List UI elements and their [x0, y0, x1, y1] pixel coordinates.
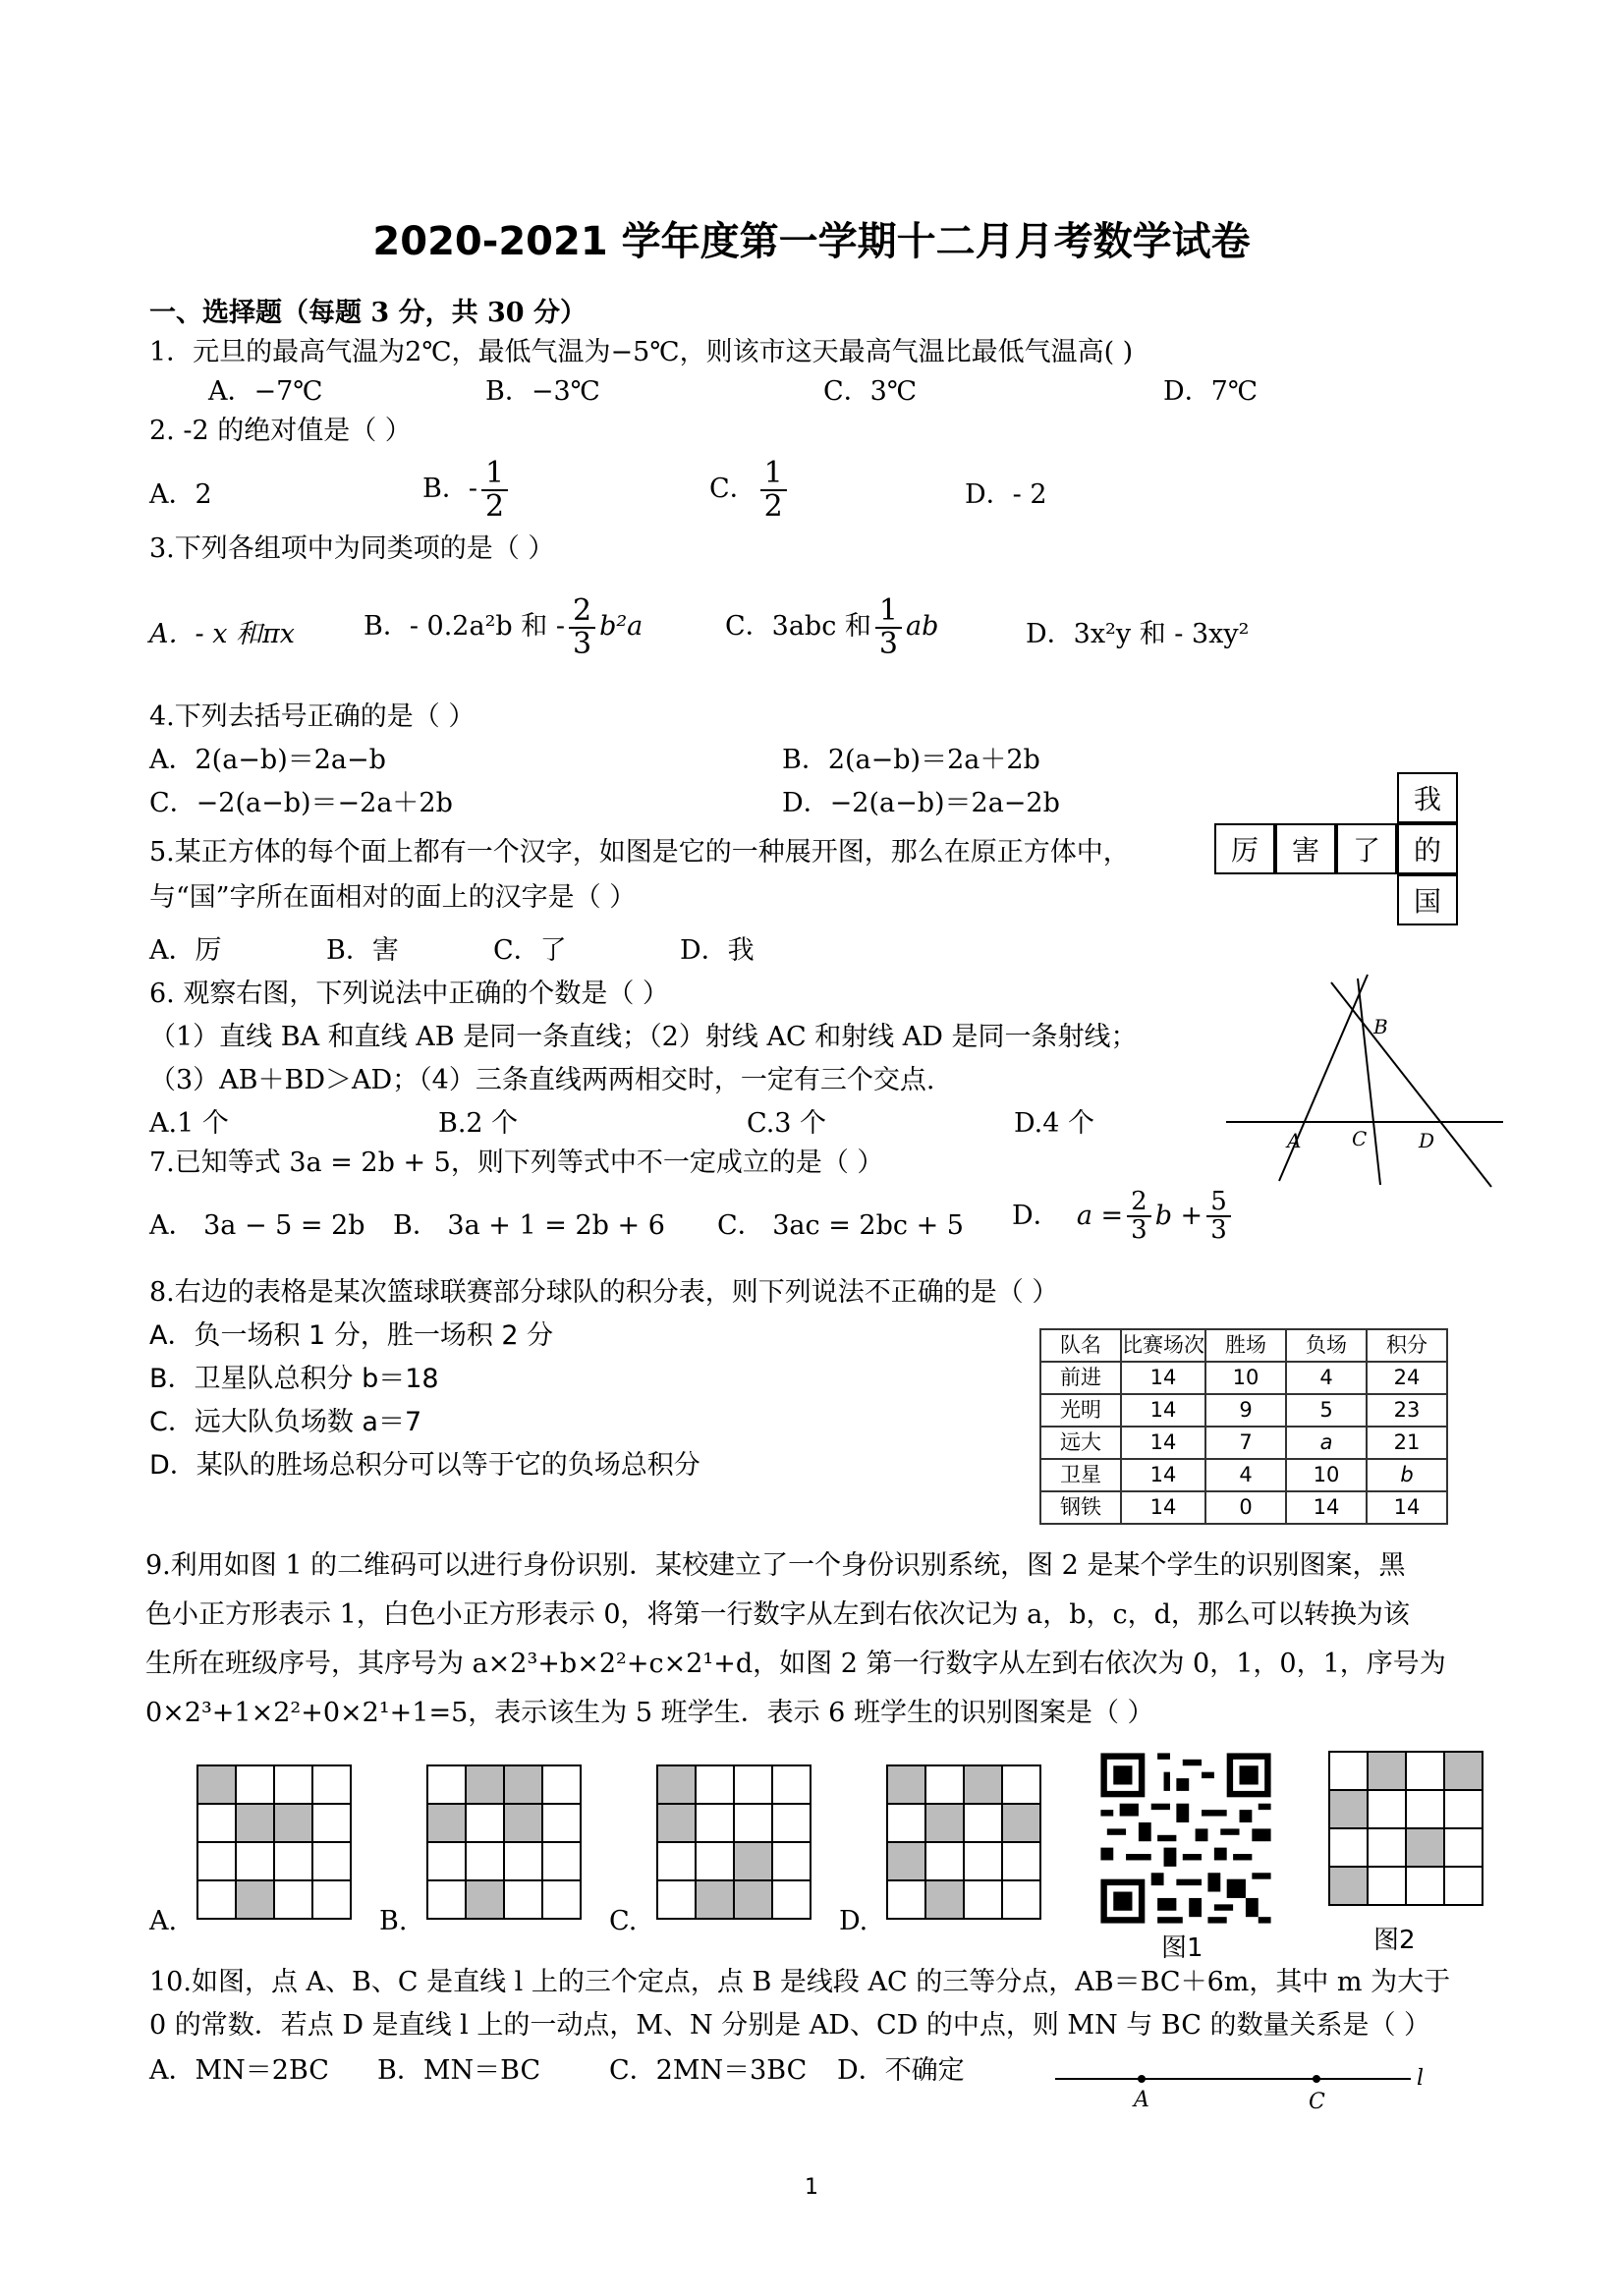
q7-option-d: D． a = $\frac{2}{3}$ b + $\frac{5}{3}$: [1012, 1189, 1235, 1245]
column-header: 负场: [1286, 1329, 1367, 1362]
grid-cell: [541, 1879, 582, 1920]
grid-cell: [273, 1841, 313, 1881]
table-row: [1040, 1394, 1447, 1427]
grid-cell: [196, 1879, 237, 1920]
grid-cell: [771, 1879, 812, 1920]
table-cell: 14: [1121, 1459, 1205, 1491]
q3-option-a: A．- x 和πx: [149, 619, 295, 649]
column-header: 积分: [1367, 1329, 1447, 1362]
q5-option-b: B．害: [326, 935, 399, 966]
q2-option-b: B．- $\frac{1}{2}$: [422, 458, 512, 522]
grid-cell: [1443, 1866, 1483, 1906]
table-cell: 23: [1367, 1394, 1447, 1427]
table-cell: 光明: [1040, 1394, 1121, 1427]
grid-cell: [886, 1764, 926, 1805]
grid-cell: [465, 1803, 505, 1843]
table-cell: 24: [1367, 1362, 1447, 1394]
q1-option-d: D．7℃: [1163, 376, 1259, 407]
grid-cell: [426, 1803, 467, 1843]
grid-cell: [963, 1841, 1003, 1881]
grid-cell: [1405, 1866, 1445, 1906]
grid-cell: [695, 1841, 735, 1881]
grid-cell: [924, 1803, 965, 1843]
grid-cell: [1367, 1789, 1407, 1829]
q1-option-b: B．−3℃: [485, 376, 600, 407]
table-cell: 4: [1286, 1362, 1367, 1394]
q6-statement-1: （1）直线 BA 和直线 AB 是同一条直线；（2）射线 AC 和射线 AD 是同一条射线；: [149, 1022, 1138, 1052]
grid-cell: [235, 1764, 275, 1805]
q5-option-c: C．了: [493, 935, 567, 966]
table-cell: 卫星: [1040, 1459, 1121, 1491]
q3-stem: 3.下列各组项中为同类项的是（ ）: [149, 533, 555, 564]
q9-option-c: C.: [609, 1906, 638, 1936]
q5-stem-line1: 5.某正方体的每个面上都有一个汉字，如图是它的一种展开图，那么在原正方体中，: [149, 837, 1130, 868]
q9-option-d: D.: [839, 1906, 868, 1936]
table-cell: 14: [1121, 1427, 1205, 1459]
grid-cell: [541, 1764, 582, 1805]
lines-intersection-figure: [1218, 973, 1513, 1189]
q10-option-a: A．MN＝2BC: [149, 2055, 329, 2086]
q10-option-d: D．不确定: [837, 2055, 965, 2086]
grid-cell: [465, 1879, 505, 1920]
net-face: 我: [1397, 772, 1458, 823]
table-row: [1040, 1362, 1447, 1394]
q8-option-c: C．远大队负场数 a＝7: [149, 1407, 422, 1437]
q4-option-d: D．−2(a−b)＝2a−2b: [782, 788, 1060, 818]
grid-cell: [886, 1879, 926, 1920]
grid-cell: [196, 1841, 237, 1881]
column-header: 胜场: [1205, 1329, 1286, 1362]
grid-cell: [963, 1879, 1003, 1920]
q4-option-c: C．−2(a−b)＝−2a＋2b: [149, 788, 453, 818]
grid-cell: [311, 1803, 352, 1843]
grid-cell: [311, 1841, 352, 1881]
table-cell: 远大: [1040, 1427, 1121, 1459]
q8-stem: 8.右边的表格是某次篮球联赛部分球队的积分表，则下列说法不正确的是（ ）: [149, 1277, 1059, 1308]
q2-option-c: C． $\frac{1}{2}$: [709, 458, 791, 522]
grid-cell: [426, 1764, 467, 1805]
table-cell: 14: [1367, 1491, 1447, 1524]
grid-cell: [235, 1803, 275, 1843]
table-cell: 10: [1286, 1459, 1367, 1491]
label-c: C: [1352, 1127, 1368, 1150]
grid-cell: [311, 1764, 352, 1805]
net-face: 国: [1397, 874, 1458, 925]
grid-cell: [1001, 1841, 1041, 1881]
q8-option-b: B．卫星队总积分 b＝18: [149, 1364, 439, 1394]
q6-option-a: A.1 个: [149, 1108, 229, 1139]
qr-code-image: [1094, 1747, 1277, 1930]
grid-cell: [1367, 1751, 1407, 1791]
grid-cell: [1001, 1879, 1041, 1920]
q7-option-c: C． 3ac = 2bc + 5: [717, 1210, 964, 1241]
table-cell: 4: [1205, 1459, 1286, 1491]
grid-cell: [733, 1764, 773, 1805]
grid-cell: [235, 1879, 275, 1920]
table-cell: a: [1286, 1427, 1367, 1459]
grid-cell: [273, 1879, 313, 1920]
q9-option-a: A.: [149, 1906, 178, 1936]
grid-cell: [924, 1764, 965, 1805]
table-cell: 7: [1205, 1427, 1286, 1459]
table-cell: 前进: [1040, 1362, 1121, 1394]
q6-option-c: C.3 个: [747, 1108, 827, 1139]
grid-cell: [733, 1841, 773, 1881]
grid-cell: [503, 1879, 543, 1920]
q5-option-d: D．我: [680, 935, 755, 966]
table-cell: 14: [1121, 1394, 1205, 1427]
q4-option-a: A．2(a−b)＝2a−b: [149, 745, 386, 775]
grid-cell: [656, 1764, 697, 1805]
grid-cell: [656, 1803, 697, 1843]
label-c: C: [1309, 2090, 1325, 2114]
q6-option-d: D.4 个: [1014, 1108, 1095, 1139]
figure-2-caption: 图2: [1373, 1926, 1416, 1955]
grid-cell: [503, 1764, 543, 1805]
grid-cell: [924, 1879, 965, 1920]
grid-cell: [196, 1803, 237, 1843]
q1-stem: 1．元旦的最高气温为2℃，最低气温为−5℃，则该市这天最高气温比最低气温高( ): [149, 337, 1134, 367]
table-cell: 9: [1205, 1394, 1286, 1427]
table-header-row: [1040, 1329, 1447, 1362]
grid-cell: [1001, 1803, 1041, 1843]
grid-cell: [1405, 1827, 1445, 1868]
grid-cell: [1328, 1866, 1369, 1906]
grid-cell: [771, 1841, 812, 1881]
label-l: l: [1417, 2066, 1425, 2091]
grid-cell: [465, 1764, 505, 1805]
grid-cell: [886, 1803, 926, 1843]
q3-option-d: D．3x²y 和 - 3xy²: [1026, 619, 1250, 649]
net-face: 厉: [1214, 823, 1275, 874]
grid-cell: [273, 1764, 313, 1805]
grid-cell: [541, 1841, 582, 1881]
table-cell: 10: [1205, 1362, 1286, 1394]
grid-cell: [1405, 1751, 1445, 1791]
grid-cell: [311, 1879, 352, 1920]
label-d: D: [1419, 1129, 1435, 1152]
table-cell: 0: [1205, 1491, 1286, 1524]
q8-option-a: A．负一场积 1 分，胜一场积 2 分: [149, 1320, 554, 1351]
grid-cell: [1001, 1764, 1041, 1805]
table-row: [1040, 1427, 1447, 1459]
section-heading: 一、选择题（每题 3 分，共 30 分）: [149, 298, 587, 328]
q6-stem: 6. 观察右图，下列说法中正确的个数是（ ）: [149, 979, 669, 1009]
q10-stem-line2: 0 的常数．若点 D 是直线 l 上的一动点，M、N 分别是 AD、CD 的中点，则 MN 与 BC 的数量关系是（ ）: [149, 2010, 1431, 2041]
grid-cell: [771, 1764, 812, 1805]
grid-cell: [1328, 1751, 1369, 1791]
label-a: A: [1134, 2088, 1149, 2112]
grid-cell: [963, 1764, 1003, 1805]
q5-option-a: A．厉: [149, 935, 222, 966]
line-l-figure: [1051, 2059, 1444, 2118]
q4-option-b: B．2(a−b)＝2a＋2b: [782, 745, 1040, 775]
q9-stem-line3: 生所在班级序号，其序号为 a×2³+b×2²+c×2¹+d，如图 2 第一行数字从左到右依次为 0，1，0，1，序号为: [145, 1649, 1446, 1679]
grid-cell: [695, 1879, 735, 1920]
table-cell: 14: [1121, 1362, 1205, 1394]
grid-cell: [465, 1841, 505, 1881]
q5-stem-line2: 与“国”字所在面相对的面上的汉字是（ ）: [149, 882, 637, 913]
q9-stem-line1: 9.利用如图 1 的二维码可以进行身份识别．某校建立了一个身份识别系统，图 2 是某个学生的识别图案，黑: [145, 1550, 1406, 1581]
table-cell: 钢铁: [1040, 1491, 1121, 1524]
table-cell: 5: [1286, 1394, 1367, 1427]
grid-cell: [1367, 1827, 1407, 1868]
table-cell: 14: [1286, 1491, 1367, 1524]
q6-statement-2: （3）AB＋BD＞AD；（4）三条直线两两相交时，一定有三个交点.: [149, 1065, 935, 1095]
table-cell: b: [1367, 1459, 1447, 1491]
grid-cell: [426, 1841, 467, 1881]
q7-option-a: A． 3a − 5 = 2b: [149, 1210, 365, 1241]
grid-cell: [656, 1879, 697, 1920]
q2-stem: 2. -2 的绝对值是（ ）: [149, 416, 412, 446]
score-table: [1039, 1328, 1448, 1525]
grid-cell: [503, 1803, 543, 1843]
grid-cell: [924, 1841, 965, 1881]
label-b: B: [1373, 1015, 1388, 1038]
grid-cell: [503, 1841, 543, 1881]
table-cell: 14: [1121, 1491, 1205, 1524]
grid-cell: [1328, 1789, 1369, 1829]
net-face: 了: [1336, 823, 1397, 874]
net-face: 的: [1397, 823, 1458, 874]
net-face: 害: [1275, 823, 1336, 874]
grid-cell: [1405, 1789, 1445, 1829]
grid-cell: [541, 1803, 582, 1843]
q10-option-b: B．MN＝BC: [377, 2055, 541, 2086]
grid-cell: [1367, 1866, 1407, 1906]
grid-cell: [771, 1803, 812, 1843]
page-number: 1: [805, 2175, 818, 2200]
q1-option-c: C．3℃: [823, 376, 918, 407]
grid-cell: [695, 1803, 735, 1843]
grid-cell: [733, 1879, 773, 1920]
q9-stem-line4: 0×2³+1×2²+0×2¹+1=5，表示该生为 5 班学生．表示 6 班学生的识别图案是（ ）: [145, 1698, 1154, 1728]
page-title: 2020-2021 学年度第一学期十二月月考数学试卷: [372, 219, 1251, 264]
q7-option-b: B． 3a + 1 = 2b + 6: [393, 1210, 665, 1241]
grid-cell: [1443, 1789, 1483, 1829]
q3-option-b: B．- 0.2a²b 和 - $\frac{2}{3}$ b²a: [364, 593, 644, 661]
q10-stem-line1: 10.如图，点 A、B、C 是直线 l 上的三个定点，点 B 是线段 AC 的三等分点，AB＝BC＋6m，其中 m 为大于: [149, 1967, 1451, 1997]
grid-cell: [273, 1803, 313, 1843]
column-header: 队名: [1040, 1329, 1121, 1362]
grid-cell: [656, 1841, 697, 1881]
q6-option-b: B.2 个: [438, 1108, 519, 1139]
q9-option-b: B.: [379, 1906, 408, 1936]
grid-cell: [196, 1764, 237, 1805]
figure-1-caption: 图1: [1161, 1933, 1203, 1963]
grid-cell: [963, 1803, 1003, 1843]
grid-cell: [733, 1803, 773, 1843]
grid-cell: [1443, 1751, 1483, 1791]
grid-cell: [1328, 1827, 1369, 1868]
q10-option-c: C．2MN＝3BC: [609, 2055, 808, 2086]
q1-option-a: A．−7℃: [208, 376, 323, 407]
q8-option-d: D．某队的胜场总积分可以等于它的负场总积分: [149, 1450, 700, 1481]
grid-cell: [886, 1841, 926, 1881]
q4-stem: 4.下列去括号正确的是（ ）: [149, 701, 476, 732]
q2-option-a: A．2: [149, 479, 212, 510]
label-a: A: [1287, 1129, 1302, 1152]
grid-cell: [1443, 1827, 1483, 1868]
q9-stem-line2: 色小正方形表示 1，白色小正方形表示 0，将第一行数字从左到右依次记为 a，b，c，d，那么可以转换为该: [145, 1599, 1410, 1630]
table-row: [1040, 1491, 1447, 1524]
q3-option-c: C．3abc 和 $\frac{1}{3}$ ab: [725, 593, 939, 661]
q2-option-d: D．- 2: [965, 479, 1047, 510]
grid-cell: [695, 1764, 735, 1805]
grid-cell: [426, 1879, 467, 1920]
table-cell: 21: [1367, 1427, 1447, 1459]
grid-cell: [235, 1841, 275, 1881]
q7-stem: 7.已知等式 3a = 2b + 5，则下列等式中不一定成立的是（ ）: [149, 1148, 884, 1178]
table-row: [1040, 1459, 1447, 1491]
column-header: 比赛场次: [1121, 1329, 1205, 1362]
